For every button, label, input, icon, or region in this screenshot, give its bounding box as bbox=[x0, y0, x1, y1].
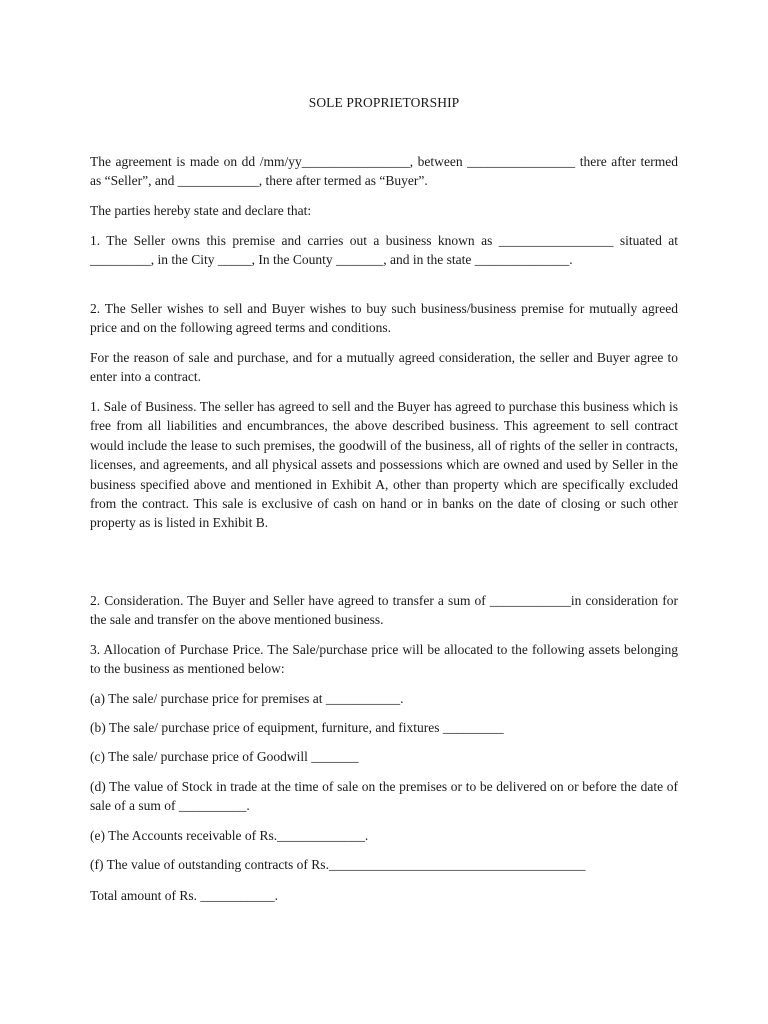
document-title: SOLE PROPRIETORSHIP bbox=[308, 95, 460, 110]
reason-of-sale-paragraph: For the reason of sale and purchase, and for a mutually agreed consideration, the seller and Buyer agree to enter into a contract. bbox=[90, 350, 678, 385]
item-e-receivables: (e) The Accounts receivable of Rs._____________. bbox=[90, 828, 369, 843]
sale-of-business-paragraph: 1. Sale of Business. The seller has agreed to sell and the Buyer has agreed to purchase this business which is free from all liabilities and encumbrances, the above described business. This agreement to sell contract would include the lease to such premises, the goodwill of the business, all of rights of the seller in contracts, licenses, and agreements, and all physical assets and possessions which are owned and used by Seller in the business specified above and mentioned in Exhibit A, other than property which are specifically excluded from the contract. This sale is exclusive of cash on hand or in banks on the date of closing or such other property as is listed in Exhibit B. bbox=[90, 399, 678, 531]
agreement-intro-paragraph: The agreement is made on dd /mm/yy________________, between ________________ there after termed as “Seller”, and ____________, there after termed as “Buyer”. bbox=[90, 154, 678, 189]
allocation-paragraph: 3. Allocation of Purchase Price. The Sale/purchase price will be allocated to the following assets belonging to the business as mentioned below: bbox=[90, 642, 678, 677]
parties-declare-paragraph: The parties hereby state and declare that: bbox=[90, 203, 312, 218]
seller-owns-paragraph: 1. The Seller owns this premise and carries out a business known as _________________ situated at _________, in the City _____, In the County _______, and in the state ______________. bbox=[90, 233, 678, 268]
item-f-contracts: (f) The value of outstanding contracts of Rs.______________________________________ bbox=[90, 857, 586, 872]
item-d-stock: (d) The value of Stock in trade at the time of sale on the premises or to be delivered on or before the date of sale of a sum of __________. bbox=[90, 779, 678, 814]
seller-wishes-paragraph: 2. The Seller wishes to sell and Buyer wishes to buy such business/business premise for mutually agreed price and on the following agreed terms and conditions. bbox=[90, 301, 678, 336]
consideration-paragraph: 2. Consideration. The Buyer and Seller have agreed to transfer a sum of ____________in consideration for the sale and transfer on the above mentioned business. bbox=[90, 593, 678, 628]
item-b-equipment: (b) The sale/ purchase price of equipment, furniture, and fixtures _________ bbox=[90, 720, 504, 735]
total-amount: Total amount of Rs. ___________. bbox=[90, 888, 279, 903]
item-a-premises: (a) The sale/ purchase price for premises at ___________. bbox=[90, 691, 404, 706]
item-c-goodwill: (c) The sale/ purchase price of Goodwill _______ bbox=[90, 749, 359, 764]
